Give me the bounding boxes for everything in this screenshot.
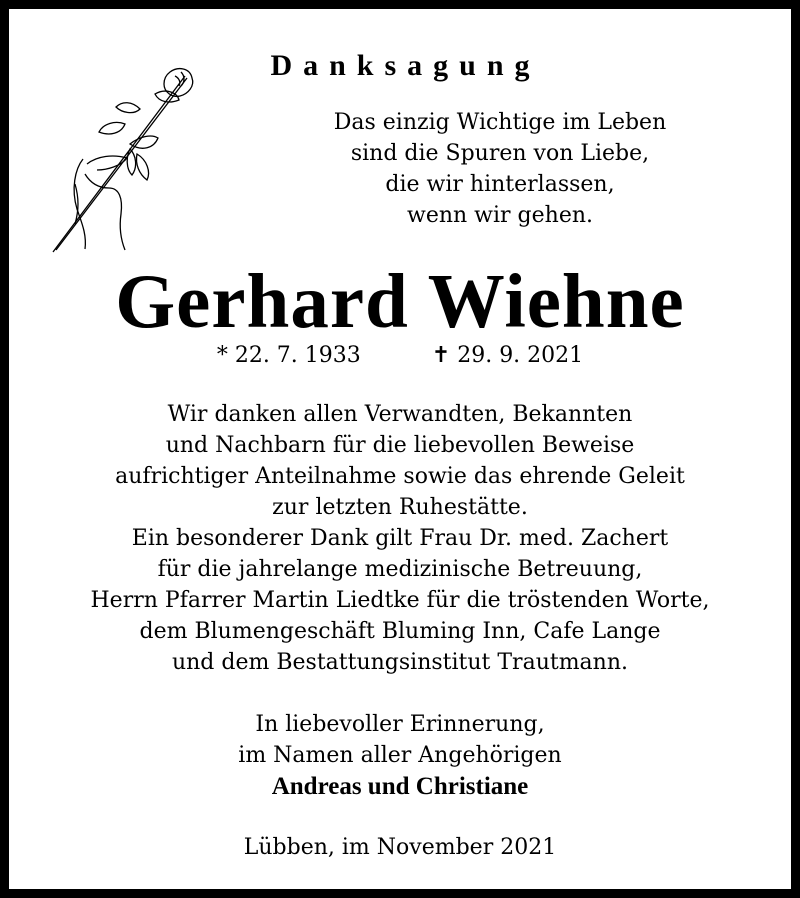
deceased-name: Gerhard Wiehne bbox=[115, 258, 685, 344]
signers: Andreas und Christiane bbox=[271, 773, 529, 800]
death-date: ✝ 29. 9. 2021 bbox=[431, 343, 584, 368]
body-line: Herrn Pfarrer Martin Liedtke für die tröstenden Worte, bbox=[90, 588, 710, 613]
quote-line: sind die Spuren von Liebe, bbox=[350, 141, 650, 166]
closing-line: im Namen aller Angehörigen bbox=[238, 743, 562, 768]
birth-date: * 22. 7. 1933 bbox=[216, 343, 361, 368]
place-date: Lübben, im November 2021 bbox=[243, 835, 557, 860]
life-dates bbox=[9, 343, 791, 368]
body-line: und Nachbarn für die liebevollen Beweise bbox=[165, 433, 635, 458]
heading: Danksagung bbox=[270, 49, 541, 82]
body-line: Ein besonderer Dank gilt Frau Dr. med. Zachert bbox=[131, 526, 669, 551]
quote-line: wenn wir gehen. bbox=[406, 203, 593, 228]
quote-line: die wir hinterlassen, bbox=[385, 172, 615, 197]
closing-line: In liebevoller Erinnerung, bbox=[255, 712, 545, 737]
body-line: aufrichtiger Anteilnahme sowie das ehrende Geleit bbox=[115, 464, 685, 489]
rose-in-hand-illustration bbox=[45, 64, 195, 254]
body-line: Wir danken allen Verwandten, Bekannten bbox=[167, 402, 633, 427]
body-line: und dem Bestattungsinstitut Trautmann. bbox=[171, 650, 629, 675]
body-line: dem Blumengeschäft Bluming Inn, Cafe Lange bbox=[139, 619, 661, 644]
body-line: zur letzten Ruhestätte. bbox=[272, 495, 528, 520]
quote-line: Das einzig Wichtige im Leben bbox=[333, 110, 667, 135]
body-line: für die jahrelange medizinische Betreuung, bbox=[157, 557, 643, 582]
